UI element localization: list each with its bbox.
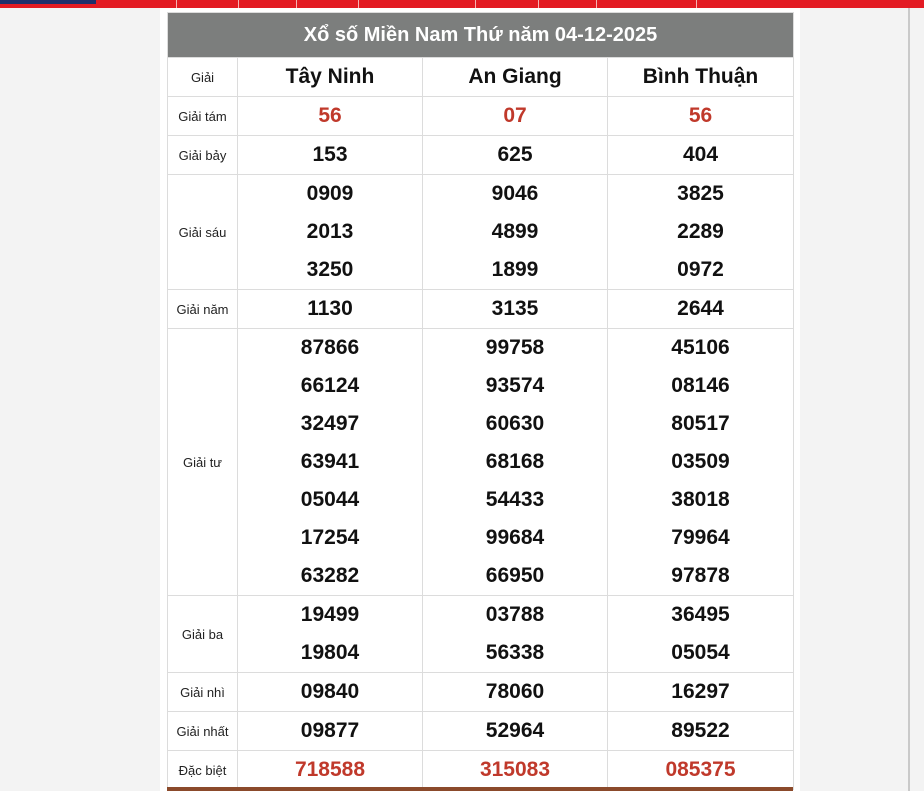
prize-cell [423,136,608,175]
province-header-binh-thuan[interactable]: Bình Thuận [608,58,794,97]
prize-row [168,136,794,175]
prize-number: 97878 [671,564,730,587]
sidebar-divider [908,8,910,791]
prize-number: 0972 [677,258,724,281]
prize-number: 2013 [306,220,354,243]
prize-row [168,596,794,673]
prize-number: 1130 [307,297,353,320]
prize-number: 4899 [491,220,539,243]
prize-cell [238,596,423,673]
prize-cell [423,596,608,673]
prize-number: 315083 [479,758,551,781]
prize-cell [423,175,608,290]
prize-number: 32497 [300,412,360,435]
prize-number: 085375 [665,758,736,781]
prize-number: 79964 [671,526,730,549]
table-bottom-border [167,787,793,791]
prize-cell [238,751,423,790]
prize-number: 63282 [300,564,360,587]
prize-number: 03509 [671,450,730,473]
prize-label: Giải năm [168,290,238,329]
prize-cell [423,673,608,712]
province-header-row [168,58,794,97]
prize-cell [238,329,423,596]
prize-number: 1899 [491,258,539,281]
prize-number: 78060 [485,680,545,703]
nav-separator [475,0,476,8]
prize-row [168,751,794,790]
prize-cell [608,751,794,790]
prize-label: Giải sáu [168,175,238,290]
nav-separator [176,0,177,8]
nav-separator [696,0,697,8]
prize-cell [608,175,794,290]
prize-number: 404 [682,143,719,166]
prize-number: 08146 [671,374,730,397]
prize-cell [423,751,608,790]
prize-number: 63941 [300,450,360,473]
prize-cell [238,290,423,329]
prize-number: 99758 [485,336,545,359]
prize-cell [423,97,608,136]
prize-number: 66124 [300,374,360,397]
prize-cell [608,712,794,751]
prize-column-header: Giải [168,58,238,97]
prize-row [168,175,794,290]
prize-number: 66950 [485,564,545,587]
prize-number: 38018 [671,488,730,511]
prize-number: 2289 [677,220,724,243]
prize-number: 625 [497,143,533,166]
prize-label: Giải bảy [168,136,238,175]
prize-cell [608,673,794,712]
prize-rows [168,97,794,790]
top-navigation-bar [0,0,924,8]
prize-cell [238,175,423,290]
prize-number: 80517 [671,412,730,435]
prize-number: 2644 [677,297,724,320]
prize-number: 07 [503,104,527,127]
prize-number: 3250 [306,258,354,281]
prize-number: 9046 [491,182,539,205]
prize-number: 0909 [306,182,354,205]
province-header-an-giang[interactable]: An Giang [423,58,608,97]
prize-label: Giải tư [168,329,238,596]
prize-number: 17254 [300,526,360,549]
prize-number: 03788 [485,603,545,626]
prize-number: 99684 [485,526,545,549]
prize-number: 52964 [485,719,545,742]
prize-row [168,329,794,596]
prize-number: 718588 [294,758,366,781]
results-title: Xổ số Miền Nam Thứ năm 04-12-2025 [168,13,794,58]
prize-number: 36495 [671,603,730,626]
prize-cell [238,712,423,751]
prize-number: 54433 [485,488,545,511]
prize-cell [423,712,608,751]
prize-row [168,290,794,329]
prize-cell [608,596,794,673]
prize-number: 56 [688,104,713,127]
prize-number: 05054 [671,641,730,664]
prize-number: 56338 [485,641,545,664]
prize-number: 60630 [485,412,545,435]
prize-label: Giải nhất [168,712,238,751]
lottery-results-table [167,12,794,790]
prize-label: Giải tám [168,97,238,136]
prize-cell [608,97,794,136]
prize-number: 56 [318,104,342,127]
prize-cell [608,329,794,596]
nav-separator [538,0,539,8]
prize-number: 87866 [300,336,360,359]
prize-cell [423,290,608,329]
prize-row [168,712,794,751]
prize-row [168,673,794,712]
prize-cell [238,136,423,175]
province-header-tay-ninh[interactable]: Tây Ninh [238,58,423,97]
prize-cell [238,97,423,136]
prize-label: Giải ba [168,596,238,673]
prize-label: Giải nhì [168,673,238,712]
prize-cell [608,136,794,175]
prize-number: 93574 [485,374,545,397]
prize-number: 19804 [300,641,360,664]
prize-number: 09840 [300,680,360,703]
prize-label: Đặc biệt [168,751,238,790]
prize-number: 89522 [671,719,730,742]
prize-row [168,97,794,136]
prize-number: 09877 [300,719,360,742]
prize-number: 3135 [491,297,539,320]
prize-number: 05044 [300,488,360,511]
prize-cell [608,290,794,329]
prize-number: 45106 [671,336,730,359]
nav-separator [596,0,597,8]
page-background [0,8,924,791]
prize-number: 19499 [300,603,360,626]
prize-cell [423,329,608,596]
prize-number: 153 [312,143,348,166]
prize-number: 68168 [485,450,545,473]
nav-separator [238,0,239,8]
site-logo-strip[interactable] [0,0,96,4]
prize-cell [238,673,423,712]
prize-number: 16297 [671,680,730,703]
nav-separator [296,0,297,8]
nav-separator [358,0,359,8]
prize-number: 3825 [677,182,724,205]
